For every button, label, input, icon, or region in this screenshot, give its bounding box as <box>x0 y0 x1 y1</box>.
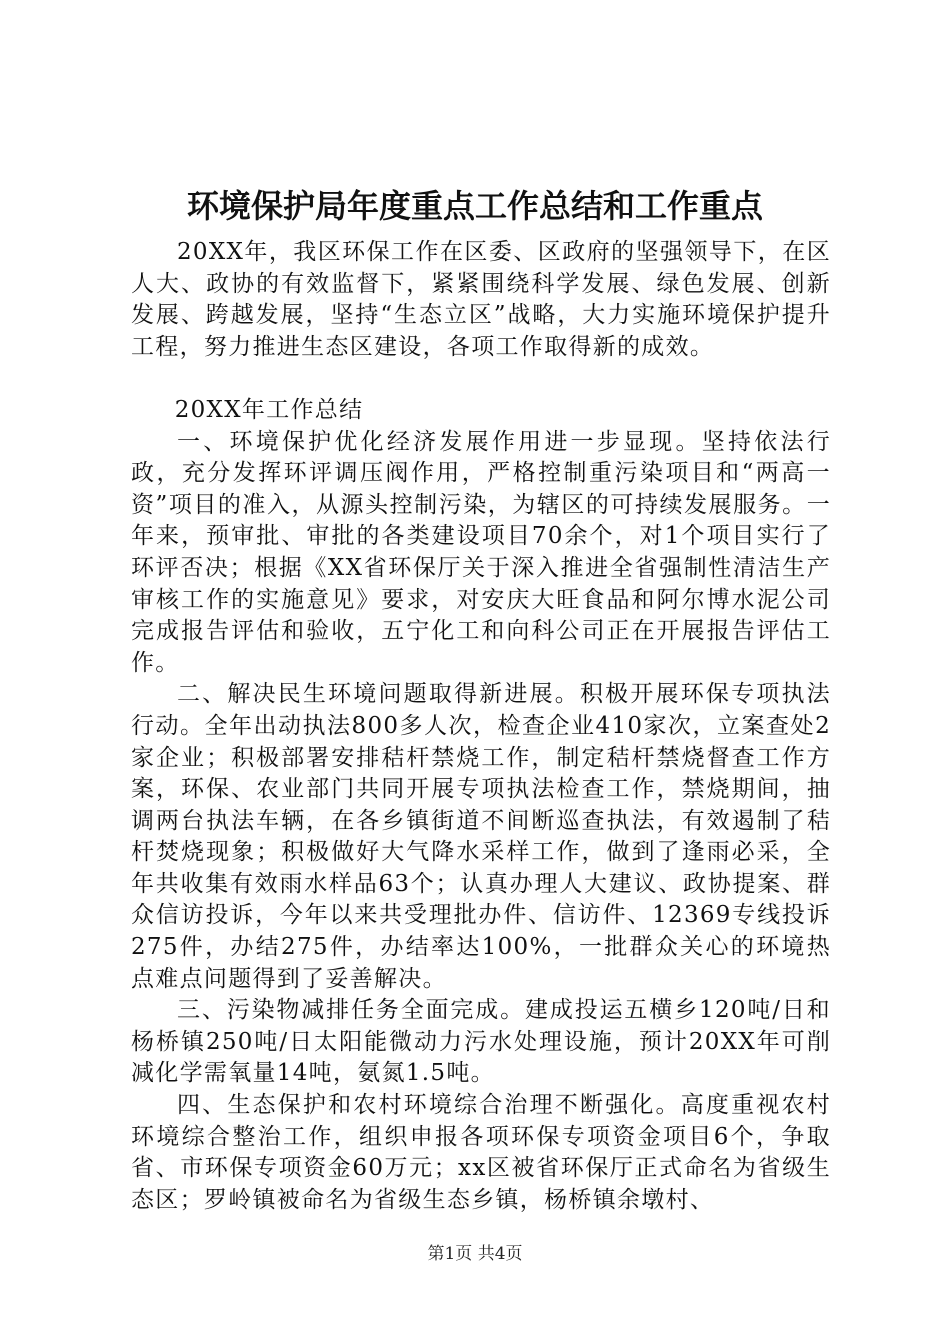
document-title: 环境保护局年度重点工作总结和工作重点 <box>186 187 763 225</box>
paragraph-1: 一、环境保护优化经济发展作用进一步显现。坚持依法行政，充分发挥环评调压阀作用，严格控制重污染项目和“两高一资”项目的准入，从源头控制污染，为辖区的可持续发展服务。一年来，预审批、审批的各类建设项目70余个，对1个项目实行了环评否决；根据《XX省环保厅关于深入推进全省强制性清洁生产审核工作的实施意见》要求，对安庆大旺食品和阿尔博水泥公司完成报告评估和验收，五宁化工和向科公司正在开展报告评估工作。 <box>131 428 831 676</box>
page-footer: 第1页 共4页 <box>427 1244 523 1264</box>
intro-paragraph: 20XX年，我区环保工作在区委、区政府的坚强领导下，在区人大、政协的有效监督下，紧紧围绕科学发展、绿色发展、创新发展、跨越发展，坚持“生态立区”战略，大力实施环境保护提升工程，努力推进生态区建设，各项工作取得新的成效。 <box>131 239 831 360</box>
section-heading: 20XX年工作总结 <box>174 396 364 423</box>
paragraph-3: 三、污染物减排任务全面完成。建成投运五横乡120吨/日和杨桥镇250吨/日太阳能微动力污水处理设施，预计20XX年可削减化学需氧量14吨，氨氮1.5吨。 <box>131 997 831 1087</box>
paragraph-2: 二、解决民生环境问题取得新进展。积极开展环保专项执法行动。全年出动执法800多人次，检查企业410家次，立案查处2家企业；积极部署安排秸杆禁烧工作，制定秸杆禁烧督查工作方案，环保、农业部门共同开展专项执法检查工作，禁烧期间，抽调两台执法车辆，在各乡镇街道不间断巡查执法，有效遏制了秸杆焚烧现象；积极做好大气降水采样工作，做到了逢雨必采，全年共收集有效雨水样品63个；认真办理人大建议、政协提案、群众信访投诉，今年以来共受理批办件、信访件、12369专线投诉275件，办结275件，办结率达100%，一批群众关心的环境热点难点问题得到了妥善解决。 <box>131 681 831 992</box>
paragraph-4: 四、生态保护和农村环境综合治理不断强化。高度重视农村环境综合整治工作，组织申报各项环保专项资金项目6个，争取省、市环保专项资金60万元；xx区被省环保厅正式命名为省级生态区；罗岭镇被命名为省级生态乡镇，杨桥镇余墩村、 <box>131 1092 831 1213</box>
document-body <box>131 237 831 1216</box>
paragraph-spacer <box>131 363 831 395</box>
